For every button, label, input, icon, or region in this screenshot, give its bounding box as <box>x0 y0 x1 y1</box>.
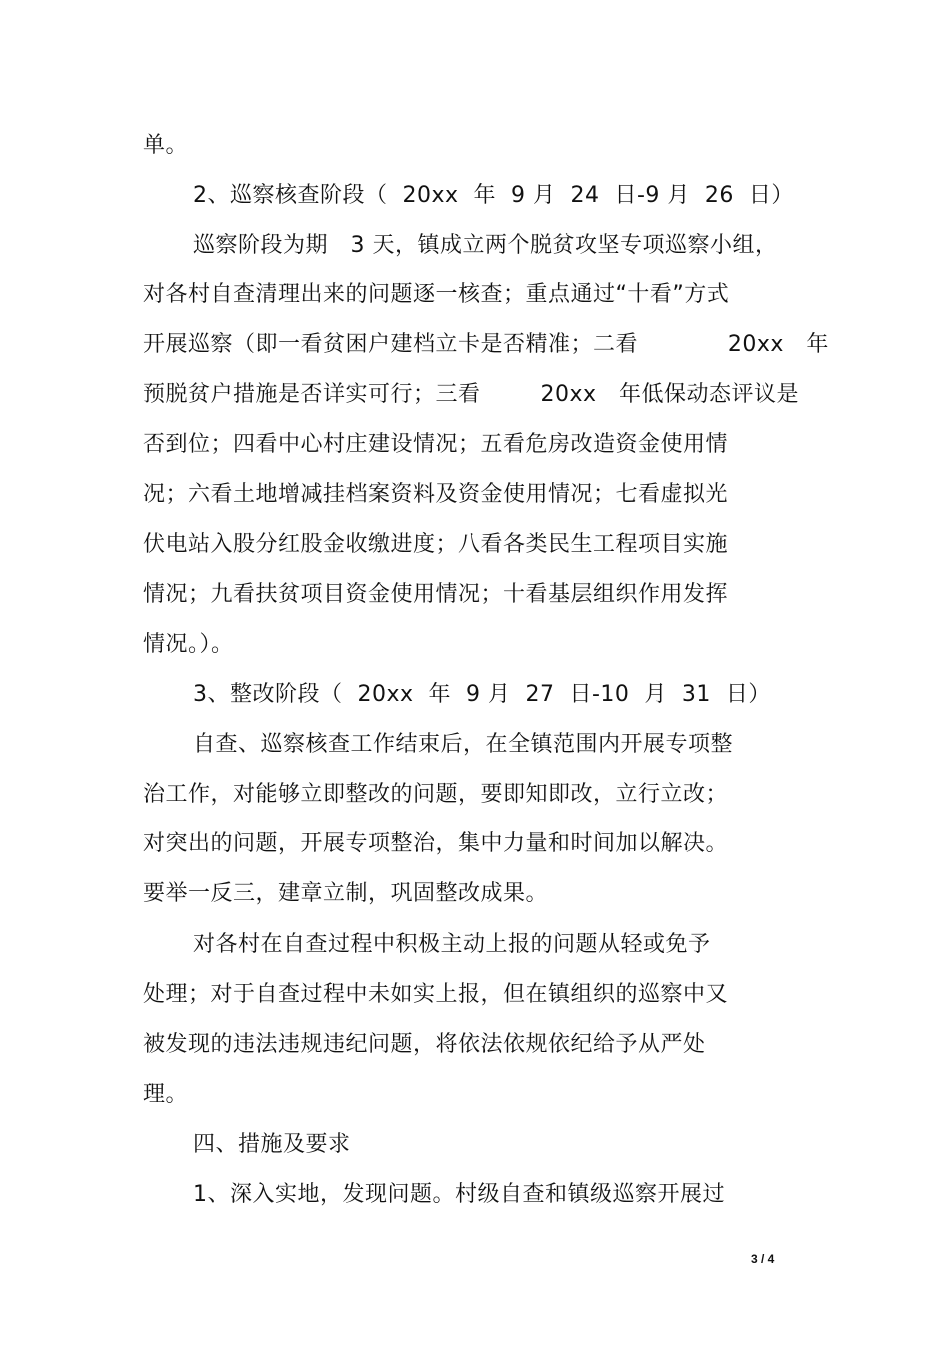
text-line: 自查、巡察核查工作结束后，在全镇范围内开展专项整 <box>193 732 734 757</box>
page-number: 3 / 4 <box>751 1252 775 1266</box>
text-line: 对突出的问题，开展专项整治，集中力量和时间加以解决。 <box>143 831 729 856</box>
text-line: 情况。）。 <box>143 632 234 657</box>
text-line: 伏电站入股分红股金收缴进度；八看各类民生工程项目实施 <box>143 532 729 557</box>
text-line: 开展巡察（即一看贫困户建档立卡是否精准；二看 20xx 年 <box>143 332 829 357</box>
text-line: 1、深入实地，发现问题。村级自查和镇级巡察开展过 <box>193 1182 725 1207</box>
text-line: 否到位；四看中心村庄建设情况；五看危房改造资金使用情 <box>143 432 729 457</box>
section-heading: 四、措施及要求 <box>193 1132 351 1157</box>
text-line: 要举一反三，建章立制，巩固整改成果。 <box>143 881 549 906</box>
text-line: 况；六看土地增减挂档案资料及资金使用情况；七看虚拟光 <box>143 482 729 507</box>
text-line: 对各村自查清理出来的问题逐一核查；重点通过“十看”方式 <box>143 282 730 307</box>
text-line: 巡察阶段为期 3 天，镇成立两个脱贫攻坚专项巡察小组， <box>193 233 778 258</box>
section-heading: 2、巡察核查阶段（ 20xx 年 9 月 24 日-9 月 26 日） <box>193 183 794 208</box>
text-line: 预脱贫户措施是否详实可行；三看 20xx 年低保动态评议是 <box>143 382 799 407</box>
text-line: 处理；对于自查过程中未如实上报，但在镇组织的巡察中又 <box>143 982 729 1007</box>
text-line: 治工作，对能够立即整改的问题，要即知即改，立行立改； <box>143 782 729 807</box>
text-line: 理。 <box>143 1082 189 1107</box>
section-heading: 3、整改阶段（ 20xx 年 9 月 27 日-10 月 31 日） <box>193 682 771 707</box>
text-line: 被发现的违法违规违纪问题，将依法依规依纪给予从严处 <box>143 1032 706 1057</box>
text-line: 单。 <box>143 133 189 158</box>
text-line: 情况；九看扶贫项目资金使用情况；十看基层组织作用发挥 <box>143 582 729 607</box>
text-line: 对各村在自查过程中积极主动上报的问题从轻或免予 <box>193 932 711 957</box>
